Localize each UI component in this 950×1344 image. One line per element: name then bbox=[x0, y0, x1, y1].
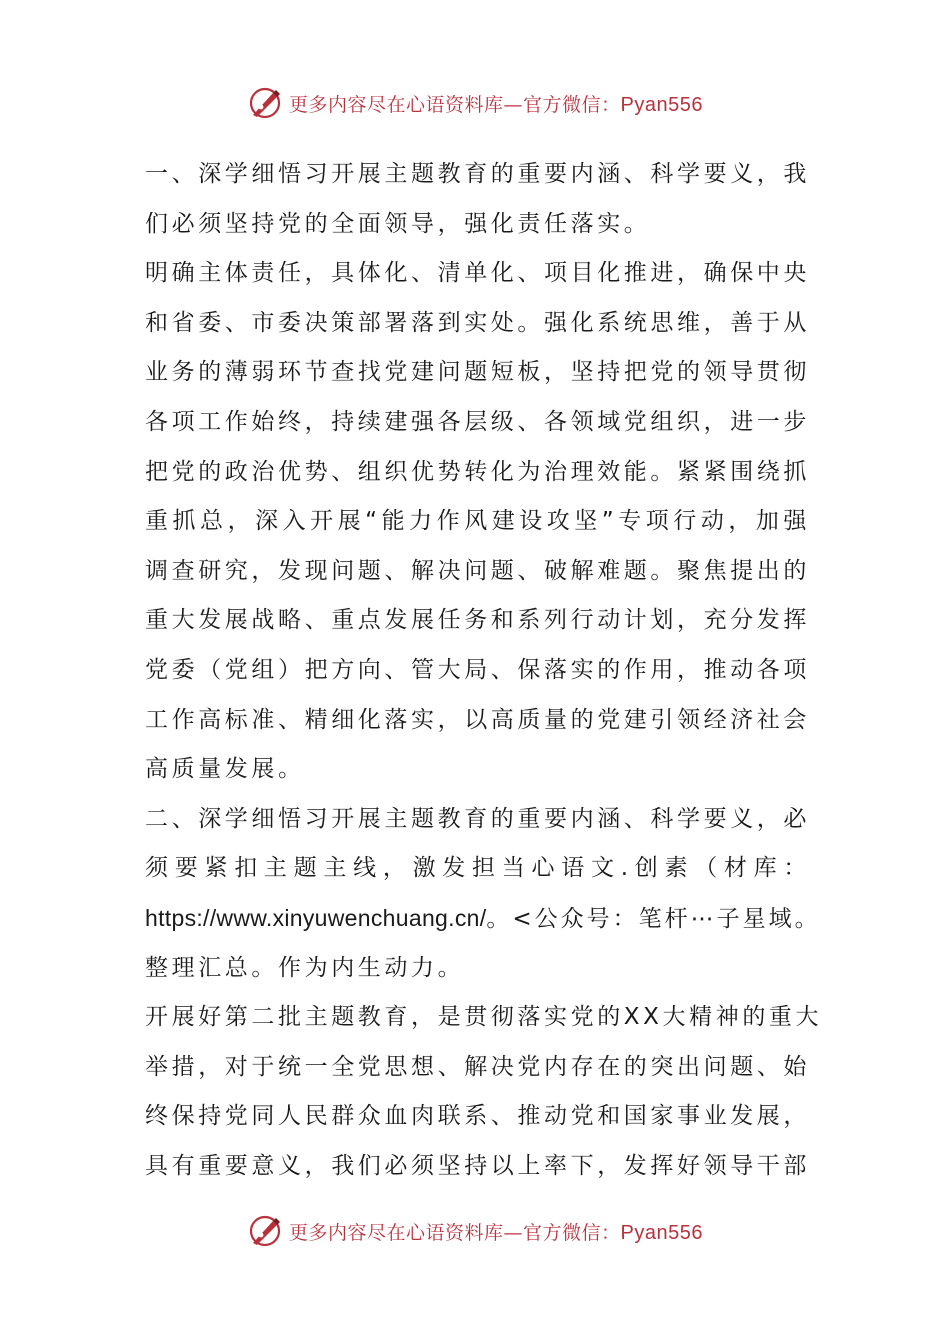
header-wechat-account: Pyan556 bbox=[620, 93, 703, 116]
pen-logo-icon bbox=[247, 85, 283, 121]
text-line: 党委（党组）把方向、管大局、保落实的作用，推动各项 bbox=[145, 656, 810, 683]
text-line: 调查研究，发现问题、解决问题、破解难题。聚焦提出的 bbox=[145, 557, 810, 584]
text-line: 重大发展战略、重点发展任务和系列行动计划，充分发挥 bbox=[145, 607, 810, 634]
source-url-link[interactable]: https://www.xinyuwenchuang.cn/ bbox=[145, 904, 487, 931]
text-line: 开展好第二批主题教育，是贯彻落实党的XX大精神的重大 bbox=[145, 1004, 823, 1031]
url-line bbox=[145, 894, 821, 944]
text-line: 和省委、市委决策部署落到实处。强化系统思维，善于从 bbox=[145, 309, 810, 336]
text-line: 工作高标准、精细化落实，以高质量的党建引领经济社会 bbox=[145, 706, 810, 733]
footer-banner-text: 更多内容尽在心语资料库—官方微信：Pyan556 bbox=[289, 1221, 703, 1244]
text-line: 业务的薄弱环节查找党建问题短板，坚持把党的领导贯彻 bbox=[145, 359, 810, 386]
footer-banner bbox=[0, 1211, 950, 1251]
pen-logo-icon bbox=[247, 1213, 283, 1249]
text-line: 整理汇总。作为内生动力。 bbox=[145, 954, 465, 981]
header-banner-text: 更多内容尽在心语资料库—官方微信：Pyan556 bbox=[289, 93, 703, 116]
text-line: 具有重要意义，我们必须坚持以上率下，发挥好领导干部 bbox=[145, 1152, 810, 1179]
text-line: 重抓总，深入开展“能力作风建设攻坚”专项行动，加强 bbox=[145, 508, 810, 535]
text-line: 一、深学细悟习开展主题教育的重要内涵、科学要义，我 bbox=[145, 161, 810, 187]
text-line: 举措，对于统一全党思想、解决党内存在的突出问题、始 bbox=[145, 1053, 810, 1080]
text-line: 明确主体责任，具体化、清单化、项目化推进，确保中央 bbox=[145, 260, 810, 287]
text-line: 终保持党同人民群众血肉联系、推动党和国家事业发展， bbox=[145, 1103, 810, 1130]
text-line: 们必须坚持党的全面领导，强化责任落实。 bbox=[145, 210, 651, 237]
header-banner bbox=[0, 83, 950, 123]
text-line: 把党的政治优势、组织优势转化为治理效能。紧紧围绕抓 bbox=[145, 458, 810, 485]
document-body bbox=[145, 150, 823, 1191]
footer-wechat-account: Pyan556 bbox=[620, 1221, 703, 1244]
text-line: 须要紧扣主题主线，激发担当心语文.创素（材库： bbox=[145, 855, 810, 882]
url-line-suffix: 。<公众号：笔杆⋯子星域。 bbox=[486, 905, 821, 932]
text-line: 二、深学细悟习开展主题教育的重要内涵、科学要义，必 bbox=[145, 805, 810, 832]
text-line: 高质量发展。 bbox=[145, 756, 305, 783]
text-line: 各项工作始终，持续建强各层级、各领域党组织，进一步 bbox=[145, 408, 810, 435]
